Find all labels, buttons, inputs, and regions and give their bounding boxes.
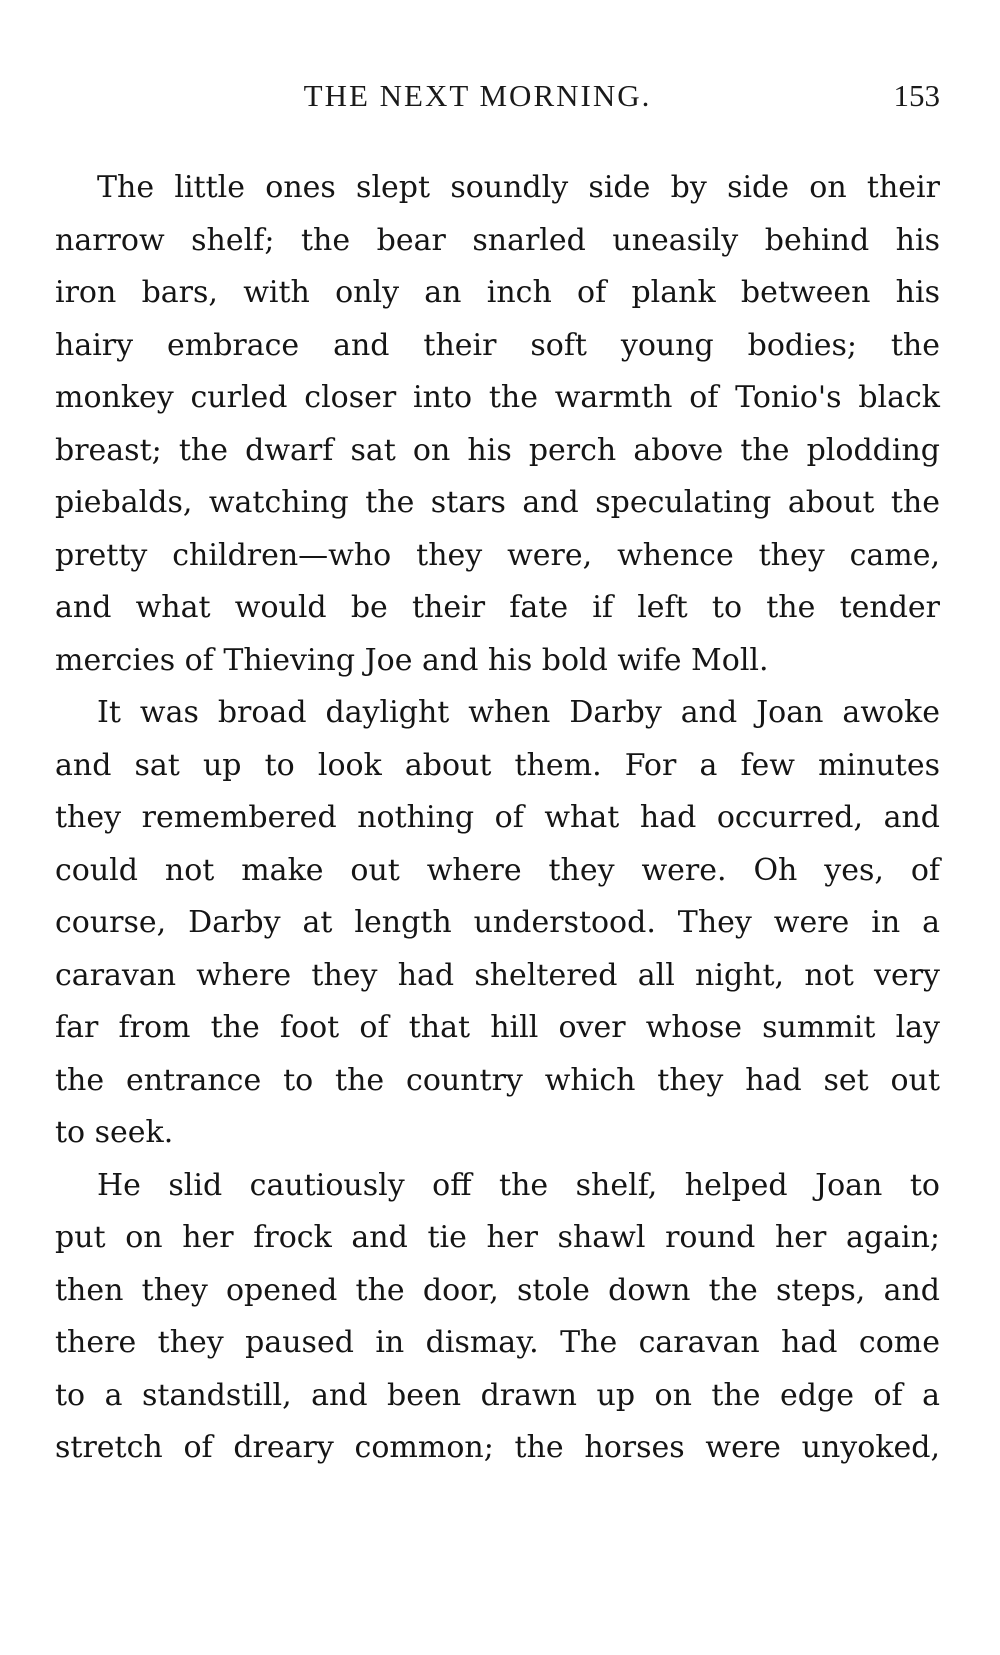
text-line: and what would be their fate if left to the tender — [55, 590, 940, 625]
text-line: there they paused in dismay. The caravan had come — [55, 1325, 940, 1360]
text-line: monkey curled closer into the warmth of Tonio's black — [55, 380, 940, 415]
paragraph — [55, 162, 940, 687]
text-line: could not make out where they were. Oh yes, of — [55, 852, 940, 888]
text-line: and sat up to look about them. For a few minutes — [55, 747, 940, 783]
text-line: stretch of dreary common; the horses were unyoked, — [55, 1430, 940, 1465]
text-line: hairy embrace and their soft young bodies; the — [55, 327, 940, 363]
text-line: It was broad daylight when Darby and Joan awoke — [97, 695, 940, 730]
text-line: pretty children—who they were, whence they came, — [55, 537, 940, 573]
text-line: iron bars, with only an inch of plank between his — [55, 275, 940, 310]
text-line: they remembered nothing of what had occurred, and — [55, 800, 940, 835]
text-line: breast; the dwarf sat on his perch above the plodding — [55, 432, 940, 468]
text-line: then they opened the door, stole down the steps, and — [55, 1272, 940, 1308]
page-number: 153 — [893, 78, 940, 113]
text-line: The little ones slept soundly side by side on their — [97, 170, 940, 205]
running-title: THE NEXT MORNING. — [303, 78, 652, 113]
text-line: to a standstill, and been drawn up on the edge of a — [55, 1377, 940, 1413]
page-header — [55, 78, 940, 128]
text-line: He slid cautiously off the shelf, helped Joan to — [97, 1167, 940, 1203]
text-line: caravan where they had sheltered all night, not very — [55, 957, 940, 993]
text-line: to seek. — [55, 1115, 174, 1150]
text-line: far from the foot of that hill over whose summit lay — [55, 1010, 940, 1045]
text-line: mercies of Thieving Joe and his bold wife Moll. — [55, 642, 769, 678]
text-line: the entrance to the country which they had set out — [55, 1062, 940, 1098]
text-line: piebalds, watching the stars and speculating about the — [55, 485, 940, 520]
paragraph — [55, 687, 940, 1160]
text-line: course, Darby at length understood. They were in a — [55, 905, 940, 940]
text-line: narrow shelf; the bear snarled uneasily behind his — [55, 222, 940, 258]
paragraph — [55, 1160, 940, 1475]
book-page — [55, 78, 940, 1475]
body-text — [55, 162, 940, 1475]
text-line: put on her frock and tie her shawl round her again; — [55, 1220, 940, 1255]
